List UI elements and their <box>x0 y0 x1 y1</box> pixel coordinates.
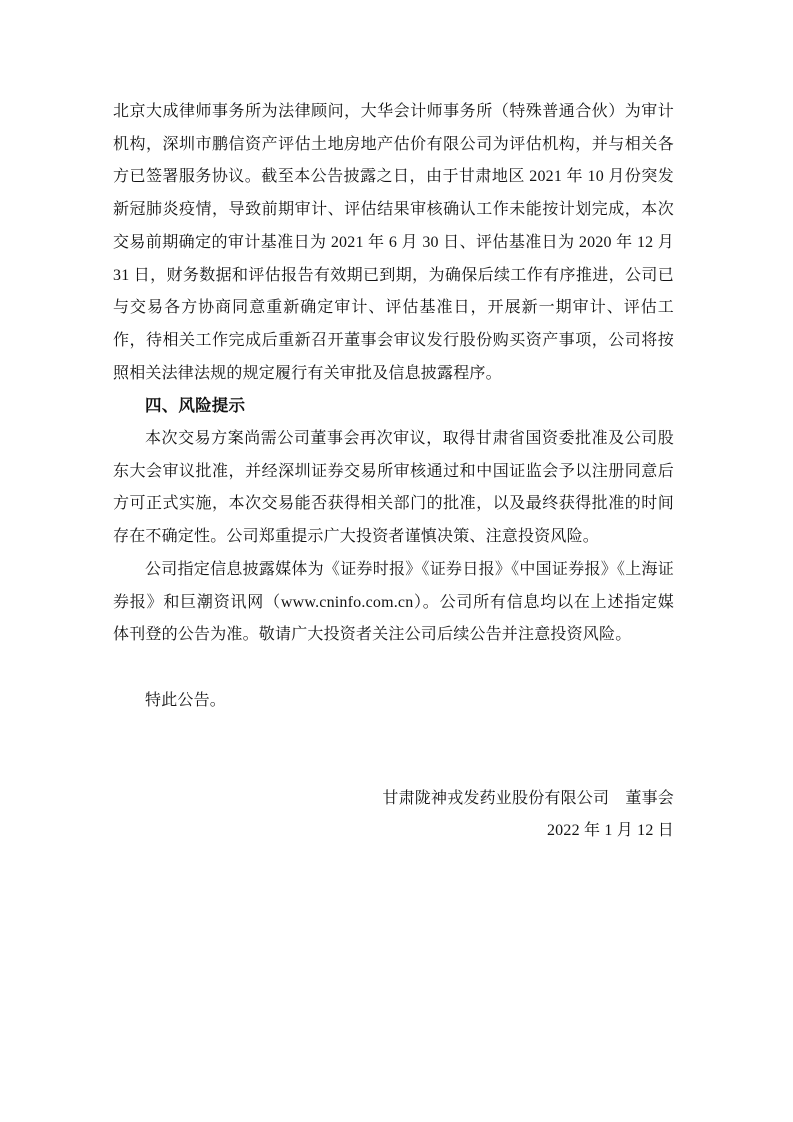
closing-statement: 特此公告。 <box>145 691 227 709</box>
signature-block <box>113 783 674 848</box>
announcement-body <box>113 96 674 848</box>
signature-date: 2022 年 1 月 12 日 <box>546 822 674 840</box>
paragraph-disclosure-media: 公司指定信息披露媒体为《证券时报》《证券日报》《中国证券报》《上海证券报》和巨潮资讯网（www.cninfo.com.cn）。公司所有信息均以在上述指定媒体刊登的公告为准。敬请广大投资者关注公司后续公告并注意投资风险。 <box>113 560 674 644</box>
paragraph-audit-valuation-status: 北京大成律师事务所为法律顾问，大华会计师事务所（特殊普通合伙）为审计机构，深圳市鹏信资产评估土地房地产估价有限公司为评估机构，并与相关各方已签署服务协议。截至本公告披露之日，由于甘肃地区 2021 年 10 月份突发新冠肺炎疫情，导致前期审计、评估结果审核确认工作未能按计划完成，本次交易前期确定的审计基准日为 2021 年 6 月 30 日、评估基准日为 2020 年 12 月 31 日，财务数据和评估报告有效期已到期，为确保后续工作有序推进，公司已与交易各方协商同意重新确定审计、评估基准日，开展新一期审计、评估工作，待相关工作完成后重新召开董事会审议发行股份购买资产事项，公司将按照相关法律法规的规定履行有关审批及信息披露程序。 <box>113 103 674 382</box>
paragraph-approval-uncertainty: 本次交易方案尚需公司董事会再次审议，取得甘肃省国资委批准及公司股东大会审议批准，并经深圳证券交易所审核通过和中国证监会予以注册同意后方可正式实施，本次交易能否获得相关部门的批准，以及最终获得批准的时间存在不确定性。公司郑重提示广大投资者谨慎决策、注意投资风险。 <box>113 430 674 546</box>
section-heading-risk-notice: 四、风险提示 <box>145 396 246 416</box>
signature-company: 甘肃陇神戎发药业股份有限公司 董事会 <box>382 789 674 807</box>
